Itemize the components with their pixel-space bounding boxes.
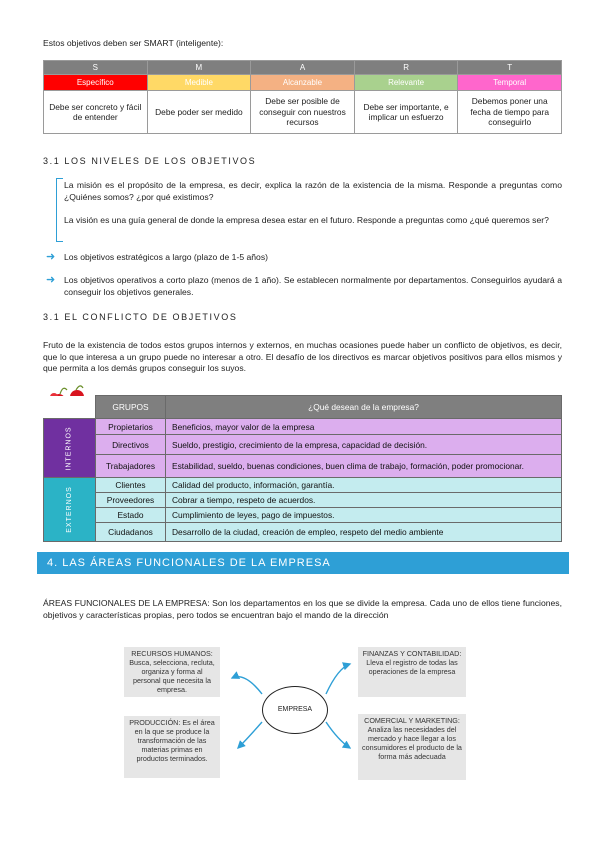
estrategicos-text: Los objetivos estratégicos a largo (plazo de 1-5 años) [64, 252, 268, 262]
smart-name: Específico [44, 75, 148, 91]
group-want: Cumplimiento de leyes, pago de impuestos. [166, 508, 562, 523]
smart-letter: R [354, 61, 458, 75]
group-name: Propietarios [96, 419, 166, 435]
intro-text: Estos objetivos deben ser SMART (inteligente): [43, 38, 224, 48]
arrow-to-produccion-icon [238, 722, 262, 748]
header-desean: ¿Qué desean de la empresa? [166, 396, 562, 419]
smart-name: Medible [147, 75, 251, 91]
group-name: Estado [96, 508, 166, 523]
areas-text: ÁREAS FUNCIONALES DE LA EMPRESA: Son los departamentos en los que se divide la empresa. Cada uno de ellos tiene funciones, objetivos y características propias, pero todos se encuentran bajo el mando de la dirección [43, 598, 562, 620]
smart-letter: T [458, 61, 562, 75]
smart-name: Temporal [458, 75, 562, 91]
center-empresa: EMPRESA [262, 686, 328, 734]
smart-desc: Debe ser concreto y fácil de entender [44, 91, 148, 134]
header-grupos: GRUPOS [96, 396, 166, 419]
smart-letter: S [44, 61, 148, 75]
arrow-to-comercial-icon [326, 722, 350, 748]
section-title-conflicto: 3.1 EL CONFLICTO DE OBJETIVOS [43, 312, 238, 322]
externos-label: EXTERNOS [44, 478, 96, 542]
smart-letter: A [251, 61, 355, 75]
smart-desc: Debemos poner una fecha de tiempo para conseguirlo [458, 91, 562, 134]
group-name: Clientes [96, 478, 166, 493]
smart-name: Relevante [354, 75, 458, 91]
group-want: Beneficios, mayor valor de la empresa [166, 419, 562, 435]
mision-text: La misión es el propósito de la empresa, es decir, explica la razón de la existencia de la misma. Responde a preguntas como ¿Quiénes somos? ¿por qué existimos? [64, 180, 562, 202]
smart-letter: M [147, 61, 251, 75]
conflicto-text: Fruto de la existencia de todos estos grupos internos y externos, en muchas ocasiones puede haber un conflicto de objetivos, es decir, que lo que interesa a un grupo puede no interesar a otro. El desafío de los directivos es marcar objetivos positivos para ellos mismos y que permita a los demás grupos conseguir los suyos. [43, 340, 562, 373]
operativos-text: Los objetivos operativos a corto plazo (menos de 1 año). Se establecen normalmente por departamentos. Conseguirlos ayudará a conseguir los objetivos generales. [64, 275, 562, 297]
smart-name: Alcanzable [251, 75, 355, 91]
box-finanzas: FINANZAS Y CONTABILIDAD: Lleva el registro de todas las operaciones de la empresa [358, 647, 466, 697]
section-banner-areas: 4. LAS ÁREAS FUNCIONALES DE LA EMPRESA [37, 552, 569, 574]
group-want: Estabilidad, sueldo, buenas condiciones, buen clima de trabajo, formación, poder promocionar. [166, 455, 562, 478]
group-name: Proveedores [96, 493, 166, 508]
smart-desc: Debe ser importante, e implicar un esfuerzo [354, 91, 458, 134]
vision-text: La visión es una guía general de donde la empresa desea estar en el futuro. Responde a preguntas como ¿qué queremos ser? [64, 215, 549, 225]
box-produccion: PRODUCCIÓN: Es el área en la que se produce la transformación de las materias primas en productos terminados. [124, 716, 220, 778]
internos-label: INTERNOS [44, 419, 96, 478]
group-name: Trabajadores [96, 455, 166, 478]
arrow-right-icon: ➜ [46, 274, 56, 286]
smart-desc: Debe poder ser medido [147, 91, 251, 134]
arrow-to-finanzas-icon [326, 664, 350, 694]
group-name: Ciudadanos [96, 523, 166, 542]
box-rrhh: RECURSOS HUMANOS: Busca, selecciona, recluta, organiza y forma al personal que necesita la empresa. [124, 647, 220, 697]
group-want: Cobrar a tiempo, respeto de acuerdos. [166, 493, 562, 508]
box-comercial: COMERCIAL Y MARKETING: Analiza las necesidades del mercado y hace llegar a los consumidores el producto de la forma más adecuada [358, 714, 466, 780]
smart-desc: Debe ser posible de conseguir con nuestros recursos [251, 91, 355, 134]
section-title-niveles: 3.1 LOS NIVELES DE LOS OBJETIVOS [43, 156, 257, 166]
group-want: Calidad del producto, información, garantía. [166, 478, 562, 493]
group-want: Desarrollo de la ciudad, creación de empleo, respeto del medio ambiente [166, 523, 562, 542]
arrow-to-rrhh-icon [232, 677, 262, 694]
group-want: Sueldo, prestigio, crecimiento de la empresa, capacidad de decisión. [166, 435, 562, 455]
group-name: Directivos [96, 435, 166, 455]
arrow-right-icon: ➜ [46, 251, 56, 263]
